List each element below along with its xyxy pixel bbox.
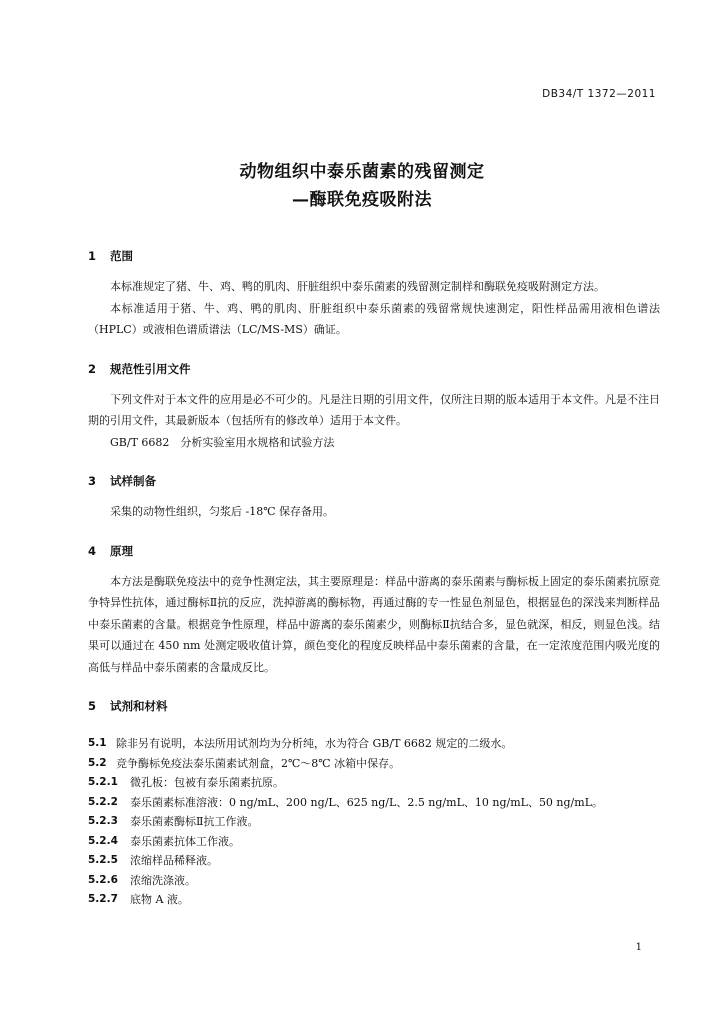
clause-text: 泰乐菌素酶标Ⅱ抗工作液。 xyxy=(130,815,259,828)
clause-number: 5.2.3 xyxy=(88,815,118,827)
clause-item xyxy=(88,832,660,852)
clause-item xyxy=(88,793,660,813)
clause-item xyxy=(88,851,660,871)
section-heading xyxy=(88,246,660,266)
normative-reference: GB/T 6682 分析实验室用水规格和试验方法 xyxy=(110,435,335,449)
section-number: 3 xyxy=(88,474,97,488)
section-heading xyxy=(88,541,660,561)
clause-text: 竞争酶标免疫法泰乐菌素试剂盒，2℃～8℃ 冰箱中保存。 xyxy=(116,756,401,770)
section-number: 1 xyxy=(88,249,97,263)
title-line-1: 动物组织中泰乐菌素的残留测定 xyxy=(239,162,485,182)
paragraph: 采集的动物性组织，匀浆后 -18℃ 保存备用。 xyxy=(110,505,335,518)
section-number: 2 xyxy=(88,361,97,376)
clause-number: 5.2.7 xyxy=(88,893,118,905)
section-heading xyxy=(88,696,660,716)
clause-number: 5.2.5 xyxy=(88,854,118,866)
paragraph: 下列文件对于本文件的应用是必不可少的。凡是注日期的引用文件，仅所注日期的版本适用于本文件。凡是不注日期的引用文件，其最新版本（包括所有的修改单）适用于本文件。 xyxy=(88,392,660,427)
clause-item xyxy=(88,734,660,754)
section-number: 4 xyxy=(88,543,97,558)
clause-number: 5.2.1 xyxy=(88,776,118,788)
clause-number: 5.2 xyxy=(88,756,107,769)
paragraph: 本标准规定了猪、牛、鸡、鸭的肌肉、肝脏组织中泰乐菌素的残留测定制样和酶联免疫吸附测定方法。 xyxy=(110,280,605,293)
clause-item xyxy=(88,754,660,774)
standard-code: DB34/T 1372—2011 xyxy=(542,88,656,100)
clause-number: 5.2.4 xyxy=(88,834,118,847)
clause-text: 底物 A 液。 xyxy=(130,893,189,906)
clause-text: 除非另有说明，本法所用试剂均为分析纯，水为符合 GB/T 6682 规定的二级水。 xyxy=(116,737,513,750)
clause-item xyxy=(88,812,660,832)
section-title: 范围 xyxy=(110,249,133,263)
section-heading xyxy=(88,471,660,491)
section-title: 原理 xyxy=(110,543,133,558)
section-title: 试剂和材料 xyxy=(110,699,168,713)
paragraph: 本方法是酶联免疫法中的竞争性测定法，其主要原理是：样品中游离的泰乐菌素与酶标板上固定的泰乐菌素抗原竞争特异性抗体，通过酶标Ⅱ抗的反应，洗掉游离的酶标物，再通过酶的专一性显色剂显色，根据显色的深浅来判断样品中泰乐菌素的含量。根据竞争性原理，样品中游离的泰乐菌素少，则酶标Ⅱ抗结合多，显色就深，相反，则显色浅。结果可以通过在 450 nm 处测定吸收值计算，颜色变化的程度反映样品中泰乐菌素的含量，在一定浓度范围内吸光度的高低与样品中泰乐菌素的含量成反比。 xyxy=(88,574,660,674)
clause-text: 浓缩样品稀释液。 xyxy=(130,854,218,867)
clause-text: 泰乐菌素标准溶液：0 ng/mL、200 ng/L、625 ng/L、2.5 ng/mL、10 ng/mL、50 ng/mL。 xyxy=(130,795,603,809)
page-number: 1 xyxy=(635,942,642,953)
clause-number: 5.1 xyxy=(88,737,107,749)
section-heading xyxy=(88,359,660,379)
clause-item xyxy=(88,890,660,910)
clause-number: 5.2.6 xyxy=(88,873,118,886)
paragraph: 本标准适用于猪、牛、鸡、鸭的肌肉、肝脏组织中泰乐菌素的残留常规快速测定，阳性样品需用液相色谱法（HPLC）或液相色谱质谱法（LC/MS-MS）确证。 xyxy=(88,301,660,336)
title-line-2: —酶联免疫吸附法 xyxy=(292,190,432,210)
clause-item xyxy=(88,773,660,793)
clause-text: 浓缩洗涤液。 xyxy=(130,873,196,887)
clause-item xyxy=(88,871,660,891)
section-number: 5 xyxy=(88,699,97,713)
section-title: 规范性引用文件 xyxy=(110,361,191,376)
document-body xyxy=(88,246,660,910)
document-title xyxy=(0,158,724,214)
clause-text: 微孔板：包被有泰乐菌素抗原。 xyxy=(130,776,284,789)
clause-text: 泰乐菌素抗体工作液。 xyxy=(130,834,240,848)
clause-number: 5.2.2 xyxy=(88,795,118,808)
section-title: 试样制备 xyxy=(110,474,156,488)
